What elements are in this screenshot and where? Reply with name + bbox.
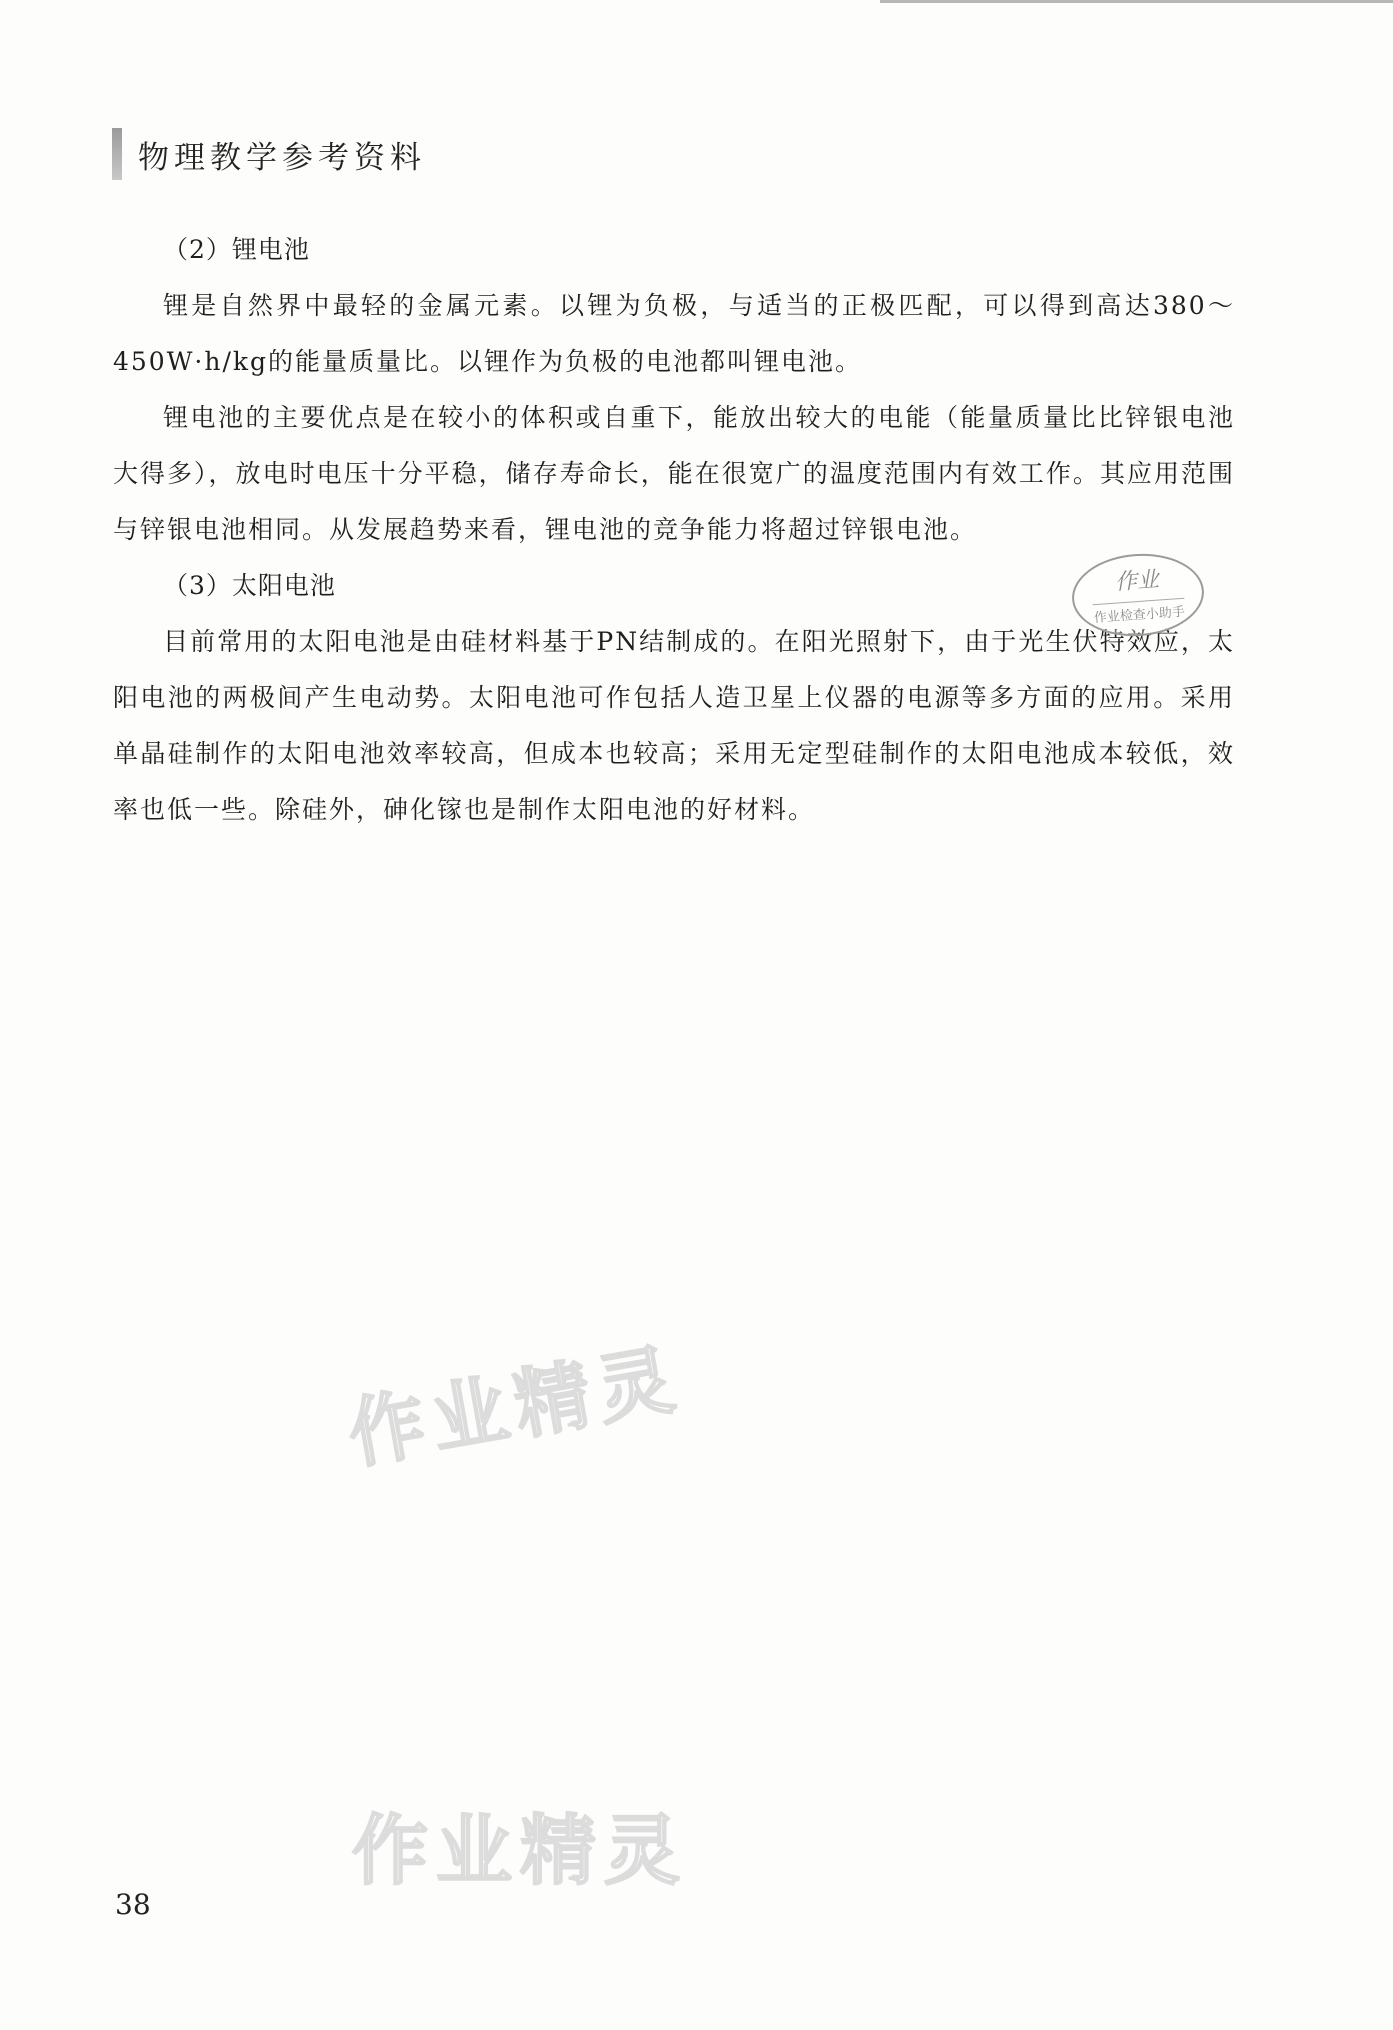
- header-bar: [112, 128, 122, 180]
- paragraph-solar: 目前常用的太阳电池是由硅材料基于PN结制成的。在阳光照射下，由于光生伏特效应，太阳电池的两极间产生电动势。太阳电池可作包括人造卫星上仪器的电源等多方面的应用。采用单晶硅制作的太阳电池效率较高，但成本也较高；采用无定型硅制作的太阳电池成本较低，效率也低一些。除硅外，砷化镓也是制作太阳电池的好材料。: [113, 627, 1235, 824]
- stamp-top-text: 作业: [1114, 567, 1160, 596]
- header-title: 物理教学参考资料: [138, 139, 426, 176]
- stamp-bottom-text: 作业检查小助手: [1093, 598, 1185, 626]
- main-content: [113, 222, 1235, 838]
- section-heading-solar: （3）太阳电池: [163, 571, 336, 600]
- scan-top-edge: [880, 0, 1393, 3]
- section-heading-lithium: （2）锂电池: [163, 235, 310, 264]
- watermark-bottom: 作业精灵: [352, 1806, 688, 1895]
- paragraph-lithium-intro: 锂是自然界中最轻的金属元素。以锂为负极，与适当的正极匹配，可以得到高达380～450W·h/kg的能量质量比。以锂作为负极的电池都叫锂电池。: [113, 291, 1235, 376]
- page-number: 38: [115, 1888, 151, 1921]
- watermark-mid: 作业精灵: [341, 1333, 689, 1480]
- paragraph-lithium-advantages: 锂电池的主要优点是在较小的体积或自重下，能放出较大的电能（能量质量比比锌银电池大得多），放电时电压十分平稳，储存寿命长，能在很宽广的温度范围内有效工作。其应用范围与锌银电池相同。从发展趋势来看，锂电池的竞争能力将超过锌银电池。: [113, 403, 1235, 544]
- page-header: [112, 128, 426, 180]
